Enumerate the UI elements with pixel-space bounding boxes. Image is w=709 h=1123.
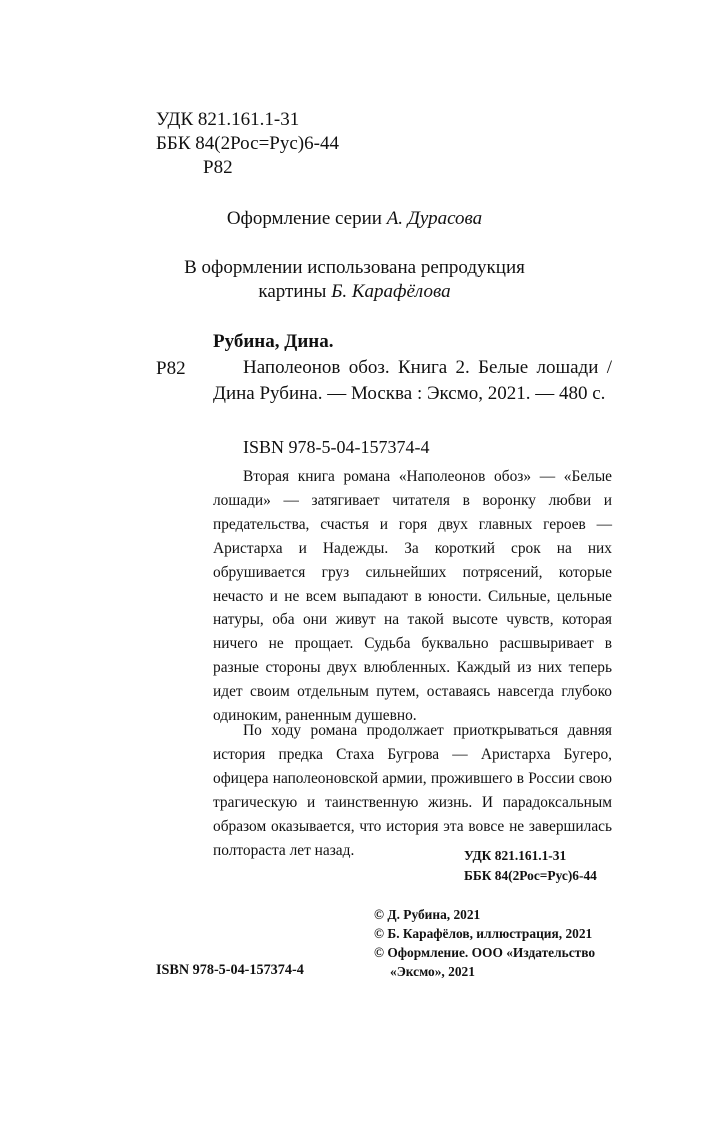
annotation-paragraph-2: По ходу романа продолжает приоткрываться давняя история предка Стаха Бугрова — Аристарха Бугеро, офицера наполеоновской армии, прожившего в России свою трагическую и таинственную жизнь. И парадоксальным образом оказывается, что история эта вовсе не завершилась полтораста лет назад.: [213, 722, 612, 859]
bib-sign: Р82: [156, 358, 186, 379]
cover-credit-line2: [0, 281, 709, 303]
bib-isbn: ISBN 978-5-04-157374-4: [243, 437, 430, 457]
cover-credit-line1: В оформлении использована репродукция: [184, 257, 525, 278]
annotation-paragraph-1: Вторая книга романа «Наполеонов обоз» — «Белые лошади» — затягивает читателя в воронку любви и предательства, счастья и горя двух главных героев — Аристарха и Надежды. За короткий срок на них обрушивается груз сильнейших потрясений, которые нечасто и не всем выпадают в юности. Сильные, цельные натуры, оба они живут на такой высоте чувств, которая ничего не прощает. Судьба буквально расшвыривает в разные стороны двух влюбленных. Каждый из них теперь идет своим отдельным путем, оставаясь навсегда глубоко одиноким, раненным душевно.: [213, 468, 612, 725]
copyright-line: «Эксмо», 2021: [390, 964, 475, 979]
copyright-line: © Д. Рубина, 2021: [374, 907, 481, 922]
author-sign: Р82: [203, 157, 233, 178]
copyright-line: © Б. Карафёлов, иллюстрация, 2021: [374, 926, 593, 941]
series-design-credit: [0, 208, 709, 230]
footer-udk: УДК 821.161.1-31: [464, 848, 567, 863]
series-design-label: Оформление серии: [226, 208, 382, 229]
cover-credit-name: Б. Карафёлова: [331, 281, 451, 302]
series-design-name: А. Дурасова: [386, 208, 483, 229]
cover-credit-label: картины: [258, 281, 327, 302]
bib-author: Рубина, Дина.: [213, 331, 334, 352]
udk-code: УДК 821.161.1-31: [156, 109, 300, 130]
footer-isbn: ISBN 978-5-04-157374-4: [156, 962, 304, 978]
bib-description: Наполеонов обоз. Книга 2. Белые лошади / Дина Рубина. — Москва : Эксмо, 2021. — 480 с.: [213, 357, 612, 404]
footer-bbk: ББК 84(2Рос=Рус)6-44: [464, 868, 597, 883]
copyright-line: © Оформление. ООО «Издательство: [374, 945, 596, 960]
bbk-code: ББК 84(2Рос=Рус)6-44: [156, 133, 339, 154]
